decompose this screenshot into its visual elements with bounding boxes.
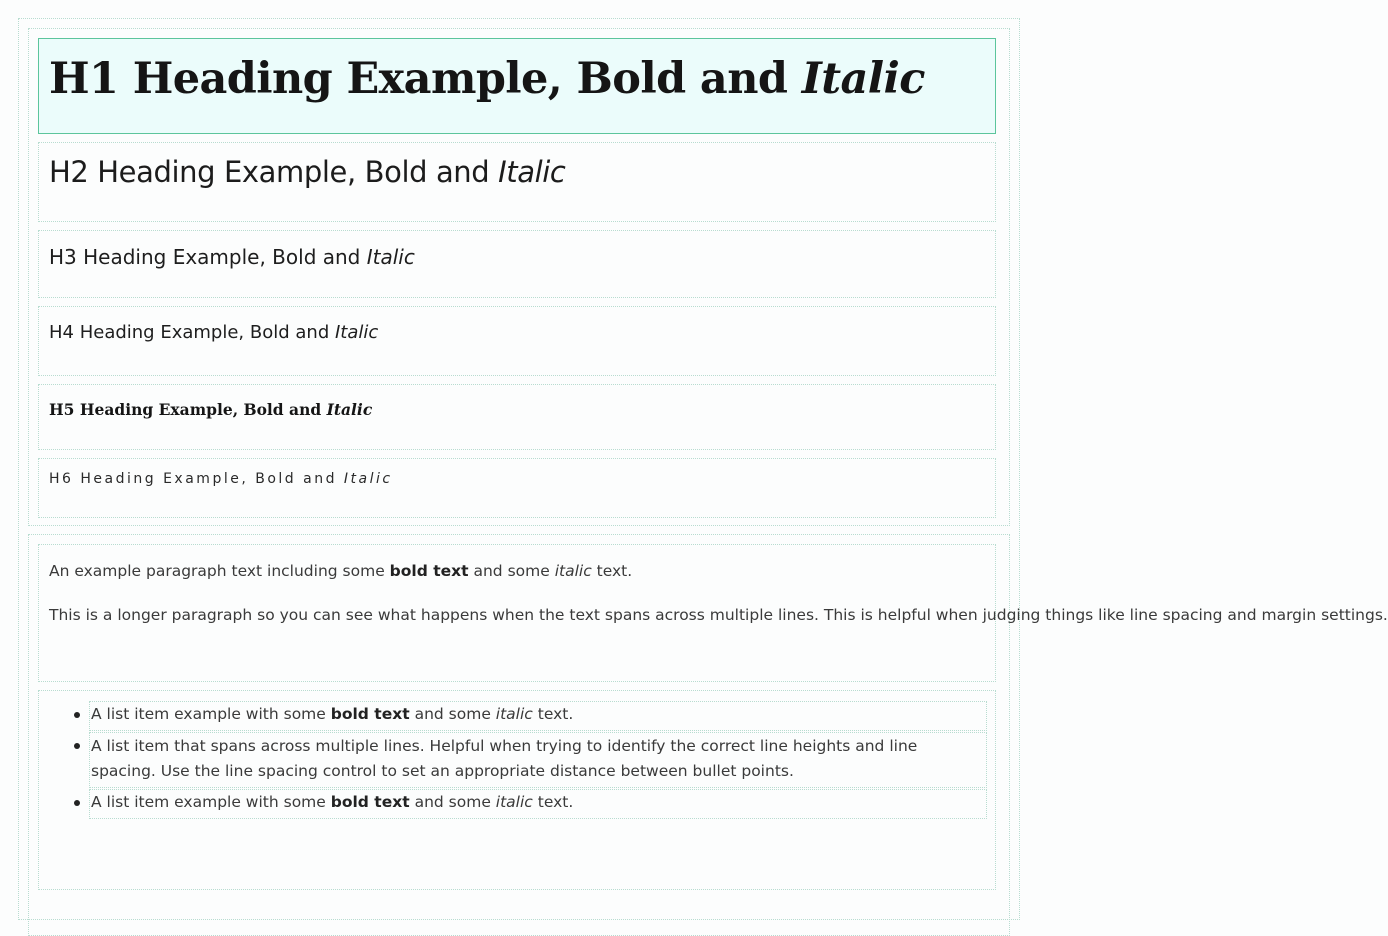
list-item xyxy=(89,701,987,731)
h3-text: H3 Heading Example, Bold and xyxy=(49,245,367,269)
list-item-text-3: text. xyxy=(532,793,574,811)
h2-text: H2 Heading Example, Bold and xyxy=(49,155,499,189)
h3-heading xyxy=(49,245,415,269)
h5-text: H5 Heading Example, Bold and xyxy=(49,400,327,419)
h5-heading xyxy=(49,400,372,419)
paragraph-2: This is a longer paragraph so you can see what happens when the text spans across multiple lines. This is helpful when judging things like line spacing and margin settings. xyxy=(49,606,1388,624)
bullet-icon xyxy=(74,743,80,749)
bullet-icon xyxy=(74,712,80,718)
h5-block xyxy=(38,384,996,450)
h6-heading xyxy=(49,471,393,487)
h4-italic: Italic xyxy=(334,322,379,343)
paragraph-1 xyxy=(49,557,994,585)
list-item-text-3: text. xyxy=(532,705,574,723)
list-item-text xyxy=(91,790,573,815)
list-item xyxy=(89,732,987,788)
bullet-icon xyxy=(74,800,80,806)
h3-italic: Italic xyxy=(366,245,415,269)
list-item-text-1: A list item example with some xyxy=(91,793,331,811)
h6-text: H6 Heading Example, Bold and xyxy=(49,471,344,487)
paragraph-block xyxy=(38,544,1388,682)
paragraph-1-italic: italic xyxy=(554,562,592,580)
h1-block xyxy=(38,38,996,134)
h1-text: H1 Heading Example, Bold and xyxy=(49,54,802,104)
list-item-bold: bold text xyxy=(330,793,410,811)
list-item-italic: italic xyxy=(495,793,533,811)
list-item-text-2: and some xyxy=(409,705,496,723)
list-item-bold: bold text xyxy=(330,705,410,723)
h5-italic: Italic xyxy=(326,400,373,419)
h2-heading xyxy=(49,155,565,189)
list-item-text: A list item that spans across multiple lines. Helpful when trying to identify the correct line heights and line spacing. Use the line spacing control to set an appropriate distance between bullet points. xyxy=(91,737,918,780)
paragraph-1-text-2: and some xyxy=(468,562,555,580)
h2-block xyxy=(38,142,996,222)
h2-italic: Italic xyxy=(498,155,566,189)
h4-heading xyxy=(49,322,378,343)
list-item-text xyxy=(91,702,573,727)
h3-block xyxy=(38,230,996,298)
h4-block xyxy=(38,306,996,376)
list-item-text-2: and some xyxy=(409,793,496,811)
h1-italic: Italic xyxy=(801,54,925,104)
paragraph-1-text-3: text. xyxy=(591,562,633,580)
h4-text: H4 Heading Example, Bold and xyxy=(49,322,335,343)
paragraph-1-bold: bold text xyxy=(389,562,469,580)
list-item-text-1: A list item example with some xyxy=(91,705,331,723)
h6-italic: Italic xyxy=(343,471,393,487)
h6-block xyxy=(38,458,996,518)
h1-heading xyxy=(49,54,925,104)
list-item-italic: italic xyxy=(495,705,533,723)
list-item xyxy=(89,789,987,819)
paragraph-1-text: An example paragraph text including some xyxy=(49,562,390,580)
list-block xyxy=(38,690,996,890)
